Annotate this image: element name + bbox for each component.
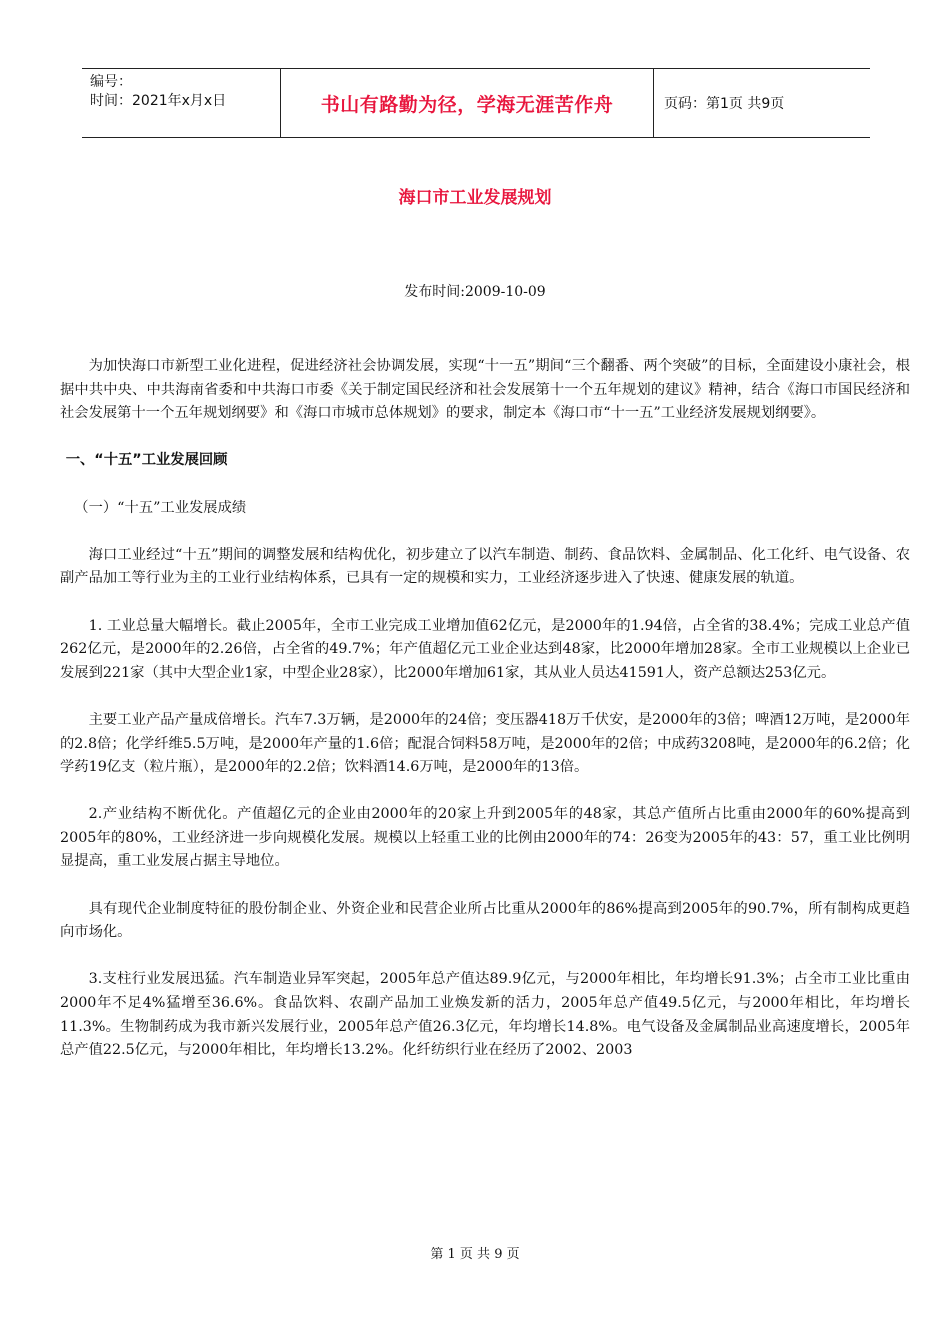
document-time-label: 时间：2021年x月x日 [90, 93, 227, 109]
document-number-label: 编号： [90, 74, 132, 90]
document-header [82, 68, 870, 138]
body-paragraph: 3.支柱行业发展迅猛。汽车制造业异军突起，2005年总产值达89.9亿元，与2000年相比，年均增长91.3%；占全市工业比重由2000年不足4%猛增至36.6%。食品饮料、农副产品加工业焕发新的活力，2005年总产值49.5亿元，与2000年相比，年均增长11.3%。生物制药成为我市新兴发展行业，2005年总产值26.3亿元，年均增长14.8%。电气设备及金属制品业高速度增长，2005年总产值22.5亿元，与2000年相比，年均增长13.2%。化纤纺织行业在经历了2002、2003 [60, 971, 910, 1059]
header-page-cell [654, 69, 870, 137]
body-paragraph: 主要工业产品产量成倍增长。汽车7.3万辆，是2000年的24倍；变压器418万千伏安，是2000年的3倍；啤酒12万吨，是2000年的2.8倍；化学纤维5.5万吨，是2000年产量的1.6倍；配混合饲料58万吨，是2000年的2倍；中成药3208吨，是2000年的6.2倍；化学药19亿支（粒片瓶），是2000年的2.2倍；饮料酒14.6万吨，是2000年的13倍。 [60, 711, 910, 776]
publish-time: 发布时间:2009-10-09 [404, 284, 546, 300]
header-meta-cell [82, 69, 280, 137]
header-page-label: 页码：第1页 共9页 [664, 96, 785, 112]
page-footer: 第 1 页 共 9 页 [430, 1247, 520, 1262]
document-body [60, 355, 910, 1086]
body-paragraph: 2.产业结构不断优化。产值超亿元的企业由2000年的20家上升到2005年的48家，其总产值所占比重由2000年的60%提高到2005年的80%，工业经济进一步向规模化发展。规模以上轻重工业的比例由2000年的74：26变为2005年的43：57，重工业比例明显提高，重工业发展占据主导地位。 [60, 806, 910, 870]
subsection-heading: （一）“十五”工业发展成绩 [74, 499, 247, 516]
body-paragraph: 1. 工业总量大幅增长。截止2005年，全市工业完成工业增加值62亿元，是2000年的1.94倍，占全省的38.4%；完成工业总产值262亿元，是2000年的2.26倍，占全省的49.7%；年产值超亿元工业企业达到48家，比2000年增加28家。全市工业规模以上企业已发展到221家（其中大型企业1家，中型企业28家），比2000年增加61家，其从业人员达41591人，资产总额达253亿元。 [60, 617, 910, 681]
body-paragraph: 海口工业经过“十五”期间的调整发展和结构优化，初步建立了以汽车制造、制药、食品饮料、金属制品、化工化纤、电气设备、农副产品加工等行业为主的工业行业结构体系，已具有一定的规模和实力，工业经济逐步进入了快速、健康发展的轨道。 [60, 546, 910, 587]
body-paragraph: 具有现代企业制度特征的股份制企业、外资企业和民营企业所占比重从2000年的86%提高到2005年的90.7%，所有制构成更趋向市场化。 [60, 900, 910, 941]
header-motto-cell [280, 69, 654, 137]
body-paragraph: 为加快海口市新型工业化进程，促进经济社会协调发展，实现“十一五”期间“三个翻番、两个突破”的目标，全面建设小康社会，根据中共中央、中共海南省委和中共海口市委《关于制定国民经济和社会发展第十一个五年规划的建议》精神，结合《海口市国民经济和社会发展第十一个五年规划纲要》和《海口市城市总体规划》的要求，制定本《海口市“十一五”工业经济发展规划纲要》。 [60, 358, 910, 422]
section-heading: 一、“十五”工业发展回顾 [65, 452, 228, 469]
document-title: 海口市工业发展规划 [398, 188, 552, 208]
header-motto: 书山有路勤为径，学海无涯苦作舟 [320, 93, 614, 116]
